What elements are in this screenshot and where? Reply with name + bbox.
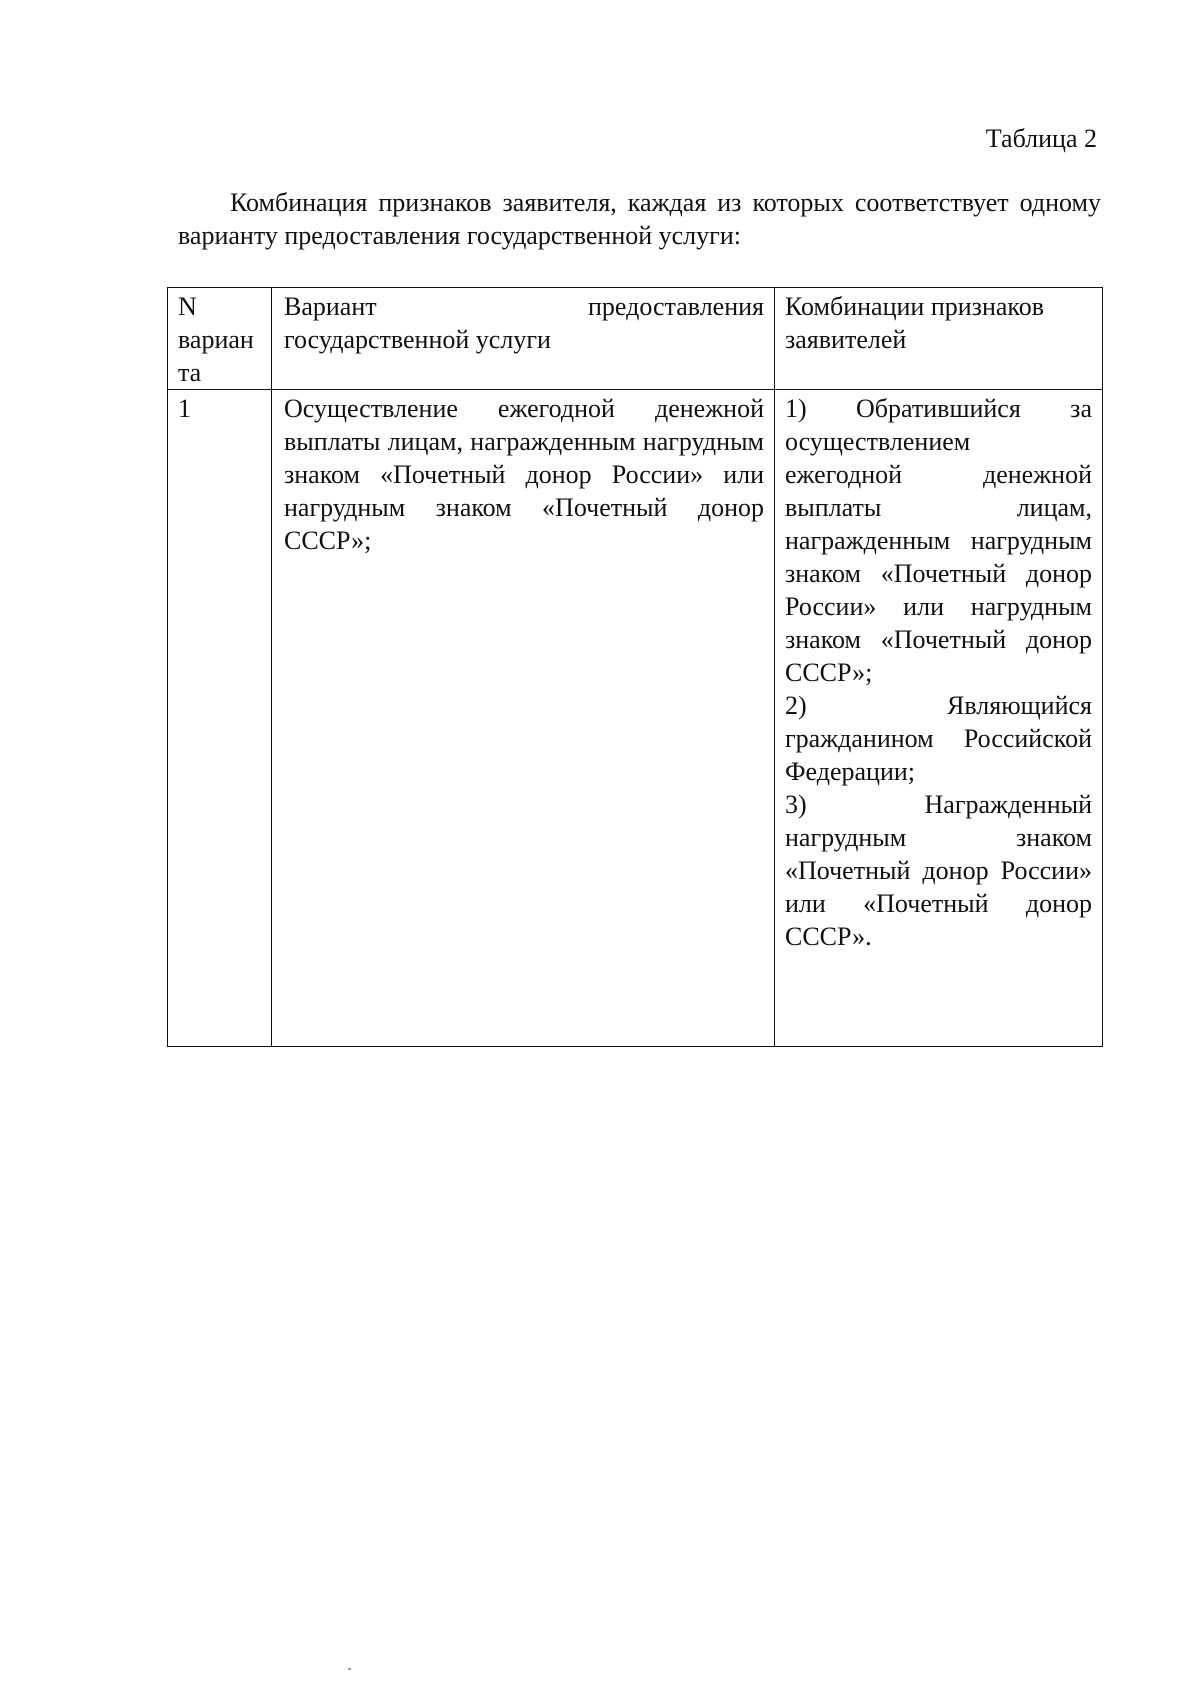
header-variant-line2: государственной услуги xyxy=(284,325,551,354)
table-row xyxy=(168,390,1103,1047)
header-cell-number xyxy=(168,288,272,390)
row-variant-cell xyxy=(272,390,775,1047)
header-signs-text: Комбинации признаков заявителей xyxy=(785,292,1044,354)
sign-item-1: 1) Обратившийся за осуществлением ежегодной денежной выплаты лицам, награжденным нагрудным знаком «Почетный донор России» или нагрудным знаком «Почетный донор СССР»; xyxy=(785,394,1092,687)
row-number-cell xyxy=(168,390,272,1047)
scan-artifact xyxy=(348,1668,351,1670)
row-variant-text: Осуществление ежегодной денежной выплаты лицам, награжденным нагрудным знаком «Почетный донор России» или нагрудным знаком «Почетный донор СССР»; xyxy=(284,394,764,555)
attributes-table xyxy=(167,287,1103,1047)
header-cell-signs xyxy=(775,288,1103,390)
row-number: 1 xyxy=(178,394,191,423)
row-signs-cell xyxy=(775,390,1103,1047)
header-variant-line1 xyxy=(284,290,764,323)
header-variant-word1: Вариант xyxy=(284,292,377,321)
table-header-row xyxy=(168,288,1103,390)
header-cell-variant xyxy=(272,288,775,390)
sign-item-3: 3) Награжденный нагрудным знаком «Почетный донор России» или «Почетный донор СССР». xyxy=(785,790,1092,951)
header-number-line1: N xyxy=(178,292,197,321)
header-number-line3: та xyxy=(178,358,202,387)
sign-item-2: 2) Являющийся гражданином Российской Федерации; xyxy=(785,691,1092,786)
intro-paragraph: Комбинация признаков заявителя, каждая из которых соответствует одному варианту предоставления государственной услуги: xyxy=(178,188,1101,250)
table-caption: Таблица 2 xyxy=(985,124,1097,153)
header-variant-word2: предоставления xyxy=(588,292,764,321)
header-number-line2: вариан xyxy=(178,325,254,354)
